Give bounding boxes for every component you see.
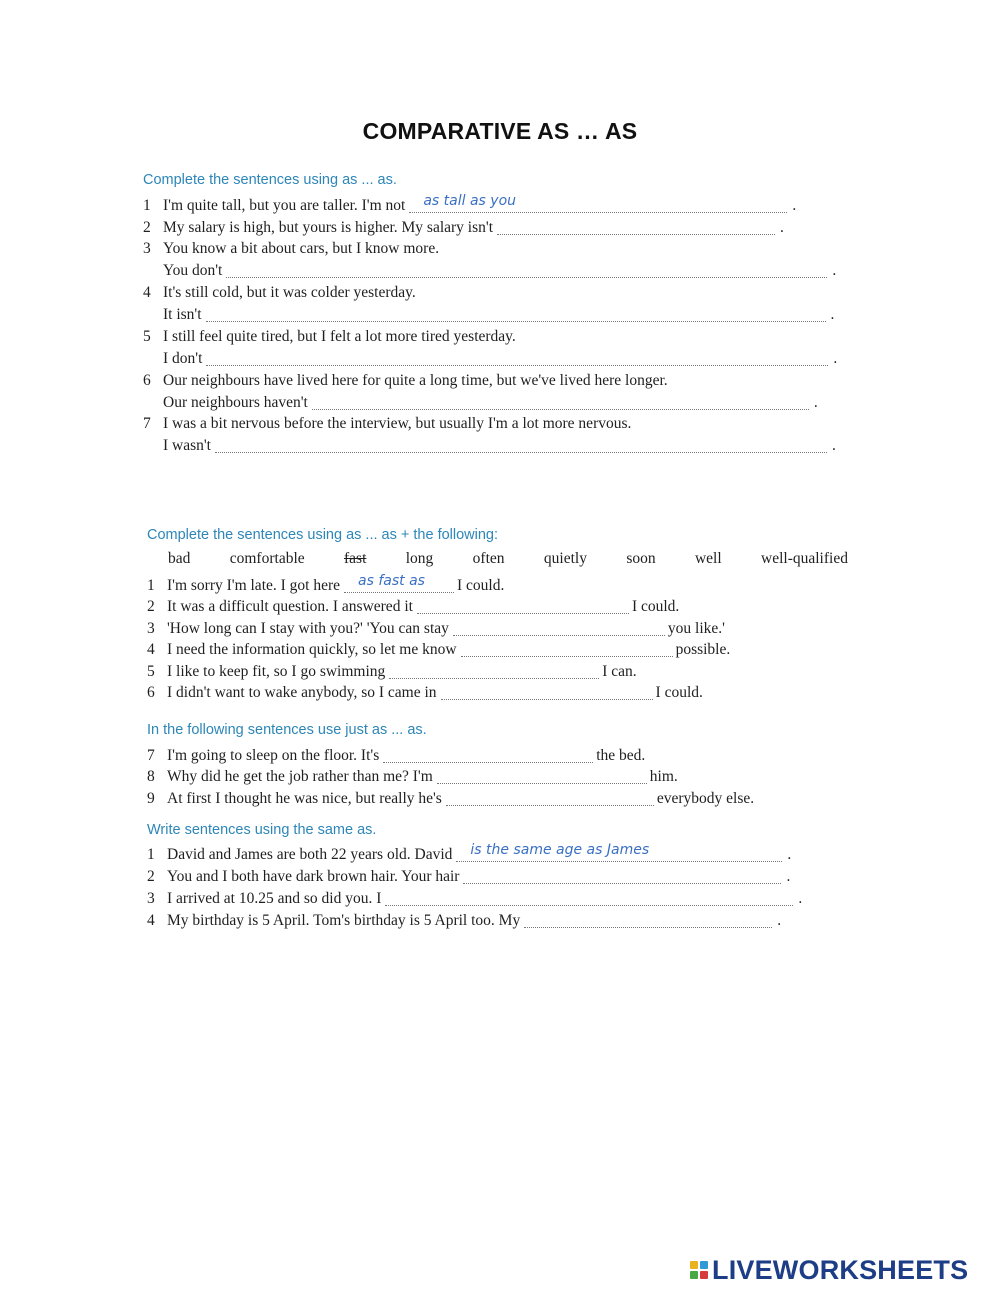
item-number: 2 [143,219,151,236]
item-text-after: possible. [675,641,731,658]
s2-item-4 [147,640,730,660]
handwritten-answer: as fast as [358,573,425,589]
item-number: 4 [147,641,155,658]
answer-blank[interactable] [206,351,828,366]
item-text: Our neighbours haven't [163,394,308,411]
item-text: It was a difficult question. I answered it [167,598,413,615]
item-text-after: I could. [655,684,703,701]
s1-item-5 [143,327,516,347]
item-number: 3 [143,240,151,257]
word-option-used: fast [344,550,367,567]
s1-item-3-cont: You don't . [163,262,837,279]
s2-item-3 [147,619,725,639]
answer-blank[interactable] [453,621,665,636]
item-text-after: the bed. [596,747,646,764]
item-number: 5 [147,663,155,680]
item-number: 7 [147,747,155,764]
item-text: You and I both have dark brown hair. Your hair [167,868,460,885]
item-number: 6 [147,684,155,701]
handwritten-answer: is the same age as James [470,842,650,858]
s2-item-5 [147,662,637,682]
item-number: 9 [147,790,155,807]
section3-heading: In the following sentences use just as ... as. [147,722,427,738]
word-option: soon [626,550,656,567]
section1-heading: Complete the sentences using as ... as. [143,172,397,188]
item-number: 3 [147,620,155,637]
word-option: comfortable [229,550,305,567]
word-option: long [405,550,434,567]
item-number: 4 [143,284,151,301]
item-text: I wasn't [163,437,211,454]
logo-text: LIVEWORKSHEETS [712,1254,969,1285]
s1-item-6 [143,371,668,391]
item-number: 6 [143,372,151,389]
s1-item-5-cont: I don't . [163,350,838,367]
liveworksheets-logo [690,1254,968,1286]
item-text: I'm going to sleep on the floor. It's [167,747,380,764]
answer-blank[interactable] [206,307,826,322]
word-box [168,550,848,568]
s1-item-1: 1 I'm quite tall, but you are taller. I'm not as tall as you . [143,193,797,214]
answer-blank[interactable] [389,664,599,679]
item-text: My salary is high, but yours is higher. My salary isn't [163,219,493,236]
item-text-after: you like.' [667,620,725,637]
answer-blank[interactable] [461,642,673,657]
s1-item-4 [143,283,416,303]
s1-item-7 [143,414,631,434]
item-number: 1 [143,197,151,214]
answer-blank[interactable] [497,220,775,235]
item-text: You know a bit about cars, but I know more. [163,240,440,257]
item-text: I didn't want to wake anybody, so I came in [167,684,437,701]
item-text: I arrived at 10.25 and so did you. I [167,890,382,907]
item-text: At first I thought he was nice, but really he's [167,790,442,807]
answer-blank[interactable] [524,913,772,928]
handwritten-answer: as tall as you [423,193,517,209]
s2-item-6 [147,683,703,703]
item-text: Our neighbours have lived here for quite a long time, but we've lived here longer. [163,372,668,389]
s1-item-6-cont: Our neighbours haven't . [163,394,818,411]
item-text: I still feel quite tired, but I felt a lot more tired yesterday. [163,328,516,345]
answer-blank[interactable] [446,791,654,806]
s1-item-3 [143,239,439,259]
word-option: often [472,550,505,567]
item-text: I was a bit nervous before the interview, but usually I'm a lot more nervous. [163,415,632,432]
item-text: I don't [163,350,203,367]
item-text: 'How long can I stay with you?' 'You can stay [167,620,449,637]
item-text: David and James are both 22 years old. David [167,846,453,863]
word-option: well [694,550,722,567]
section2-heading: Complete the sentences using as ... as + the following: [147,527,499,543]
word-option: quietly [543,550,587,567]
item-number: 5 [143,328,151,345]
item-number: 8 [147,768,155,785]
answer-blank[interactable] [385,891,793,906]
s1-item-7-cont: I wasn't . [163,437,836,454]
s3-item-8 [147,767,678,787]
item-text: You don't [163,262,223,279]
s2-item-2 [147,597,679,617]
item-number: 1 [147,846,155,863]
item-number: 2 [147,598,155,615]
item-text: Why did he get the job rather than me? I'm [167,768,433,785]
page-title: COMPARATIVE AS … AS [362,118,638,144]
answer-blank[interactable] [215,438,827,453]
word-option: well-qualified [761,550,848,567]
s4-item-4: 4 My birthday is 5 April. Tom's birthday is 5 April too. My . [147,912,782,929]
logo-icon [690,1261,708,1279]
section4-heading: Write sentences using the same as. [147,822,377,838]
item-text: I need the information quickly, so let me know [167,641,457,658]
answer-blank[interactable] [312,395,809,410]
item-text-after: him. [649,768,678,785]
s3-item-7 [147,746,645,766]
s1-item-2: 2 My salary is high, but yours is higher. My salary isn't . [143,219,784,236]
answer-blank[interactable] [344,573,454,593]
item-text: I'm quite tall, but you are taller. I'm not [163,197,406,214]
answer-blank[interactable] [437,769,647,784]
answer-blank[interactable] [383,748,593,763]
item-text: I'm sorry I'm late. I got here [167,577,341,594]
s1-item-4-cont: It isn't . [163,306,835,323]
item-number: 1 [147,577,155,594]
answer-blank[interactable] [417,599,629,614]
item-text: I like to keep fit, so I go swimming [167,663,386,680]
s4-item-2: 2 You and I both have dark brown hair. Your hair . [147,868,791,885]
answer-blank[interactable] [456,842,782,862]
item-text: It's still cold, but it was colder yesterday. [163,284,416,301]
s2-item-1 [147,573,505,596]
item-text-after: I can. [602,663,637,680]
answer-blank[interactable] [226,263,827,278]
item-text-after: I could. [457,577,505,594]
item-number: 4 [147,912,155,929]
answer-blank[interactable] [441,685,653,700]
item-number: 7 [143,415,151,432]
answer-blank[interactable] [463,869,781,884]
word-option: bad [168,550,191,567]
item-text: It isn't [163,306,202,323]
s3-item-9 [147,789,754,809]
s4-item-1: 1 David and James are both 22 years old. David is the same age as James . [147,842,792,863]
item-number: 3 [147,890,155,907]
item-text-after: I could. [631,598,680,615]
item-text-after: everybody else. [656,790,755,807]
item-text: My birthday is 5 April. Tom's birthday is 5 April too. My [167,912,521,929]
s4-item-3: 3 I arrived at 10.25 and so did you. I . [147,890,803,907]
item-number: 2 [147,868,155,885]
